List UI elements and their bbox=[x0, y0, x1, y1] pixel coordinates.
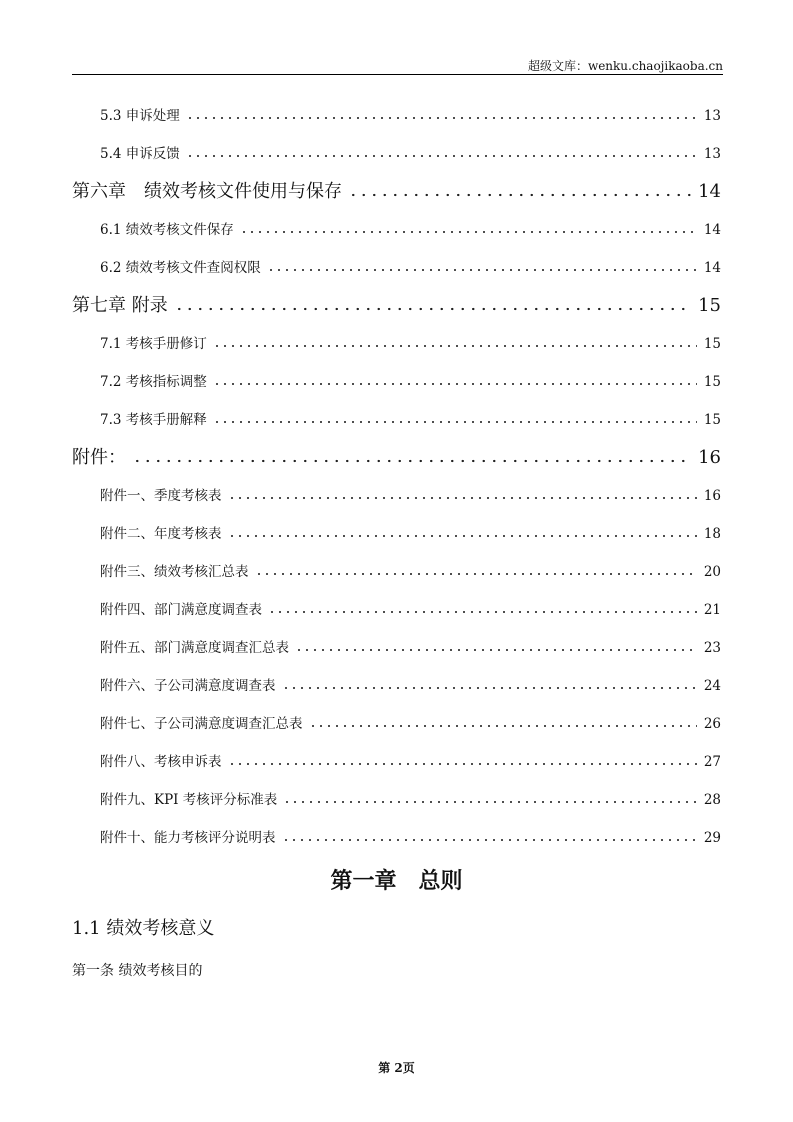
dot-leader bbox=[267, 268, 697, 272]
dot-leader bbox=[132, 459, 692, 463]
toc-entry-label: 7.3 考核手册解释 bbox=[100, 412, 207, 428]
header-divider bbox=[72, 74, 723, 75]
toc-entry-page: 14 bbox=[698, 181, 721, 202]
toc-entry[interactable] bbox=[72, 256, 721, 294]
toc-entry-page: 16 bbox=[698, 447, 721, 468]
dot-leader bbox=[295, 648, 697, 652]
toc-entry-label: 6.2 绩效考核文件查阅权限 bbox=[100, 260, 261, 276]
toc-entry-page: 14 bbox=[703, 222, 721, 238]
dot-leader bbox=[228, 762, 698, 766]
toc-entry-label: 附件： bbox=[72, 447, 126, 468]
toc-entry-label: 附件十、能力考核评分说明表 bbox=[100, 830, 276, 846]
table-of-contents bbox=[72, 104, 721, 864]
dot-leader bbox=[213, 344, 697, 348]
dot-leader bbox=[228, 534, 698, 538]
toc-entry-page: 16 bbox=[703, 488, 721, 504]
toc-entry[interactable] bbox=[72, 712, 721, 750]
toc-entry[interactable] bbox=[72, 788, 721, 826]
toc-entry[interactable] bbox=[72, 218, 721, 256]
toc-entry-page: 18 bbox=[703, 526, 721, 542]
toc-entry-label: 附件四、部门满意度调查表 bbox=[100, 602, 262, 618]
dot-leader bbox=[186, 116, 697, 120]
toc-entry-label: 7.2 考核指标调整 bbox=[100, 374, 207, 390]
dot-leader bbox=[213, 382, 697, 386]
toc-entry-page: 27 bbox=[703, 754, 721, 770]
toc-entry[interactable] bbox=[72, 180, 721, 218]
toc-entry[interactable] bbox=[72, 826, 721, 864]
dot-leader bbox=[282, 838, 698, 842]
toc-entry-page: 15 bbox=[698, 295, 721, 316]
toc-entry-page: 13 bbox=[703, 108, 721, 124]
toc-entry-label: 附件八、考核申诉表 bbox=[100, 754, 222, 770]
dot-leader bbox=[348, 193, 692, 197]
dot-leader bbox=[268, 610, 697, 614]
toc-entry-page: 15 bbox=[703, 374, 721, 390]
toc-entry[interactable] bbox=[72, 446, 721, 484]
toc-entry[interactable] bbox=[72, 332, 721, 370]
page-footer: 第 2页 bbox=[378, 1061, 415, 1075]
chapter-title: 第一章 总则 bbox=[330, 868, 463, 894]
toc-entry-page: 15 bbox=[703, 412, 721, 428]
toc-entry-label: 附件九、KPI 考核评分标准表 bbox=[100, 792, 278, 808]
toc-entry-label: 7.1 考核手册修订 bbox=[100, 336, 207, 352]
page-header: 超级文库：wenku.chaojikaoba.cn bbox=[527, 59, 723, 73]
toc-entry-page: 21 bbox=[703, 602, 721, 618]
toc-entry[interactable] bbox=[72, 370, 721, 408]
dot-leader bbox=[283, 800, 697, 804]
toc-entry-label: 附件六、子公司满意度调查表 bbox=[100, 678, 276, 694]
toc-entry-label: 第六章 绩效考核文件使用与保存 bbox=[72, 181, 342, 202]
toc-entry-label: 附件二、年度考核表 bbox=[100, 526, 222, 542]
dot-leader bbox=[240, 230, 697, 234]
toc-entry-label: 5.4 申诉反馈 bbox=[100, 146, 180, 162]
toc-entry-page: 29 bbox=[703, 830, 721, 846]
toc-entry-page: 26 bbox=[703, 716, 721, 732]
dot-leader bbox=[309, 724, 698, 728]
toc-entry-page: 28 bbox=[703, 792, 721, 808]
toc-entry[interactable] bbox=[72, 294, 721, 332]
toc-entry[interactable] bbox=[72, 750, 721, 788]
paragraph: 第一条 绩效考核目的 bbox=[72, 963, 203, 979]
dot-leader bbox=[186, 154, 697, 158]
toc-entry[interactable] bbox=[72, 598, 721, 636]
toc-entry[interactable] bbox=[72, 408, 721, 446]
toc-entry-page: 23 bbox=[703, 640, 721, 656]
toc-entry[interactable] bbox=[72, 104, 721, 142]
toc-entry-page: 15 bbox=[703, 336, 721, 352]
toc-entry-label: 附件七、子公司满意度调查汇总表 bbox=[100, 716, 303, 732]
toc-entry[interactable] bbox=[72, 484, 721, 522]
toc-entry-label: 附件五、部门满意度调查汇总表 bbox=[100, 640, 289, 656]
toc-entry-label: 第七章 附录 bbox=[72, 295, 168, 316]
dot-leader bbox=[174, 307, 692, 311]
toc-entry[interactable] bbox=[72, 522, 721, 560]
toc-entry-page: 13 bbox=[703, 146, 721, 162]
toc-entry[interactable] bbox=[72, 674, 721, 712]
dot-leader bbox=[228, 496, 698, 500]
toc-entry-label: 5.3 申诉处理 bbox=[100, 108, 180, 124]
toc-entry-label: 附件一、季度考核表 bbox=[100, 488, 222, 504]
toc-entry-page: 20 bbox=[703, 564, 721, 580]
section-title: 1.1 绩效考核意义 bbox=[72, 918, 215, 939]
toc-entry-label: 附件三、绩效考核汇总表 bbox=[100, 564, 249, 580]
dot-leader bbox=[213, 420, 697, 424]
dot-leader bbox=[282, 686, 698, 690]
dot-leader bbox=[255, 572, 698, 576]
toc-entry[interactable] bbox=[72, 560, 721, 598]
toc-entry[interactable] bbox=[72, 636, 721, 674]
toc-entry-label: 6.1 绩效考核文件保存 bbox=[100, 222, 234, 238]
toc-entry-page: 24 bbox=[703, 678, 721, 694]
toc-entry-page: 14 bbox=[703, 260, 721, 276]
toc-entry[interactable] bbox=[72, 142, 721, 180]
